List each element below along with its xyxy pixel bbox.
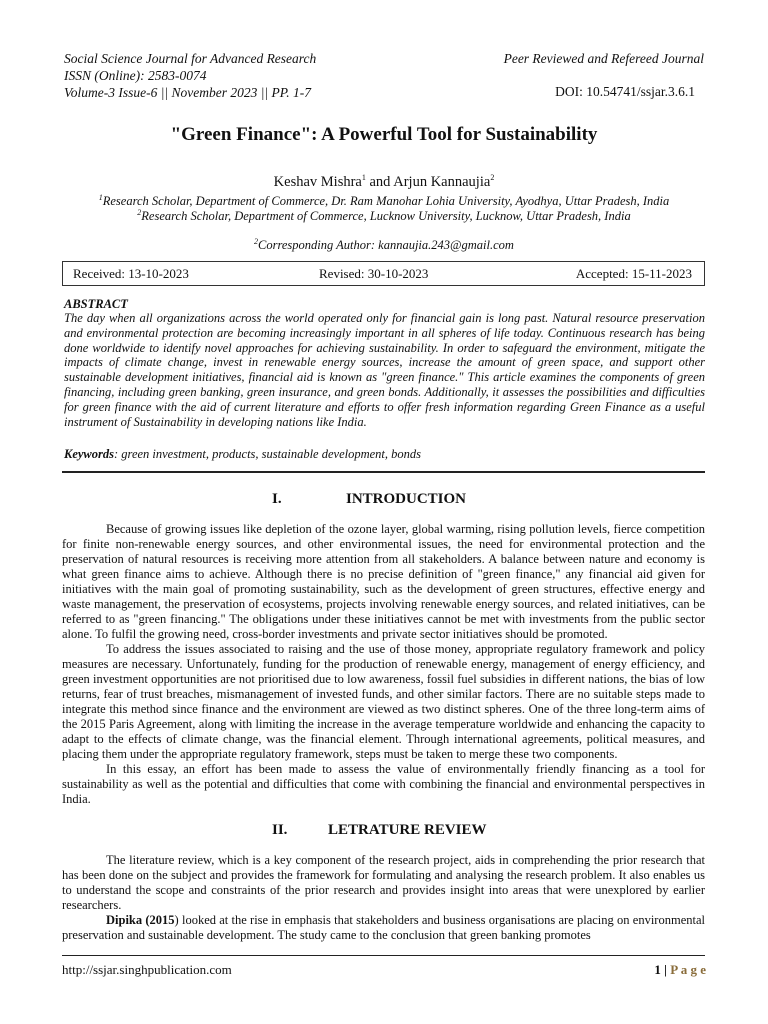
keywords-list: : green investment, products, sustainable development, bonds xyxy=(114,447,422,461)
section-title: INTRODUCTION xyxy=(346,491,467,507)
volume-issue: Volume-3 Issue-6 || November 2023 || PP. 1-7 xyxy=(64,85,312,100)
paragraph: To address the issues associated to raising and the use of those money, appropriate regulatory framework and policy measures are necessary. Unfortunately, funding for the production of renewable energy, management of energy efficiency, and green investment opportunities are not prioritised due to low awareness, fossil fuel subsidies in different nations, the bias of low returns, fear of trust breaches, mismanagement of invested funds, and other similar factors. There are no suitable steps made to integrate this method since finance and the environment are viewed as two distinct spheres. One of the three long-term aims of the 2015 Paris Agreement, along with limiting the increase in the average temperature worldwide and enhancing the capacity to adapt to the effects of climate change, was the financial element. Through international agreements, political measures, and placing them under the appropriate regulatory framework, steps must be taken to merge these two components. xyxy=(62,642,705,761)
received-date: Received: 13-10-2023 xyxy=(73,266,189,281)
section-body xyxy=(62,522,705,807)
page-number: 1 | P a g e xyxy=(654,962,706,977)
issn: ISSN (Online): 2583-0074 xyxy=(64,68,207,83)
running-header-left xyxy=(64,50,316,101)
affiliation-2: $^2$Research Scholar, Department of Commerce, Lucknow University, Lucknow, Uttar Pradesh, India xyxy=(137,207,631,223)
accepted-date: Accepted: 15-11-2023 xyxy=(575,266,692,281)
author-line xyxy=(0,174,768,191)
keywords xyxy=(64,447,421,462)
paragraph: Because of growing issues like depletion of the ozone layer, global warming, rising pollution levels, fierce competition for finite non-renewable energy sources, and other environmental issues, the need for environmental protection and the preservation of natural resources is receiving more attention from all stakeholders. A balance between nature and economy is what green finance aims to achieve. Although there is no precise definition of "green finance," any financial aid given for initiatives with the main goal of promoting sustainability, such as the development of green structures, effective energy and waste management, the preservation of ecosystems, projects involving renewable energy sources, and related initiatives, can be referred to as "green financing." The obligations under these initiatives cannot be met with investments from the public sector alone. To fulfil the growing need, cross-border investments and private sector initiatives should be promoted. xyxy=(62,522,705,641)
section-body xyxy=(62,853,705,943)
corresponding-author: $^2$Corresponding Author: kannaujia.243@gmail.com xyxy=(254,236,514,252)
journal-name: Social Science Journal for Advanced Research xyxy=(64,51,317,66)
section-divider xyxy=(62,471,705,473)
paragraph: In this essay, an effort has been made to assess the value of environmentally friendly financing as a tool for sustainability as well as the potential and difficulties that come with combining the financial and environmental perspectives in India. xyxy=(62,762,705,806)
section-number: II. xyxy=(272,822,288,838)
abstract-heading: ABSTRACT xyxy=(64,297,128,311)
peer-reviewed-label: Peer Reviewed and Refereed Journal xyxy=(503,51,704,66)
revised-date: Revised: 30-10-2023 xyxy=(319,266,429,281)
paragraph: The literature review, which is a key component of the research project, aids in comprehending the prior research that has been done on the subject and provides the framework for formulating and analysing the research problem. It also enables us to understand the scope and constraints of the prior research and provides insight into areas that were unexplored by earlier researchers. xyxy=(62,853,705,912)
paper-title: "Green Finance": A Powerful Tool for Sustainability xyxy=(170,124,598,145)
author-name: Keshav Mishra xyxy=(273,174,362,190)
dates-box xyxy=(62,261,705,286)
section-number: I. xyxy=(272,491,282,507)
doi: DOI: 10.54741/ssjar.3.6.1 xyxy=(555,84,695,99)
section-title: LETRATURE REVIEW xyxy=(328,822,487,838)
author-superscript: 1 xyxy=(361,173,366,183)
footer-divider xyxy=(62,955,705,956)
cited-author: Dipika (2015 xyxy=(106,913,175,927)
keywords-label: Keywords xyxy=(64,447,114,461)
paragraph: Dipika (2015) looked at the rise in emphasis that stakeholders and business organisations are placing on environmental preservation and sustainable development. The study came to the conclusion that green banking promotes xyxy=(62,913,705,942)
footer-url: http://ssjar.singhpublication.com xyxy=(62,962,232,977)
affiliation-1: $^1$Research Scholar, Department of Commerce, Dr. Ram Manohar Lohia University, Ayodhya, Uttar Pradesh, India xyxy=(98,192,670,208)
author-name: and Arjun Kannaujia xyxy=(365,174,491,190)
author-superscript: 2 xyxy=(490,173,495,183)
abstract-text: The day when all organizations across the world operated only for financial gain is long past. Natural resource preservation and environmental protection are becoming increasingly important in all spheres of life today. Continuous research has being done worldwide to identify novel approaches for achieving sustainability. In order to safeguard the environment, mitigate the impacts of climate change, invest in renewable energy sources, increase the amount of green space, and support other sustainable development initiatives, financial aid is known as "green finance." This article examines the components of green financing, including green banking, green insurance, and green bonds. Additionally, it assesses the possibilities and difficulties for green finance with the aid of current literature and efforts to offer fresh information regarding Green Finance as a useful instrument of Sustainability in developing nations like India. xyxy=(64,311,705,429)
